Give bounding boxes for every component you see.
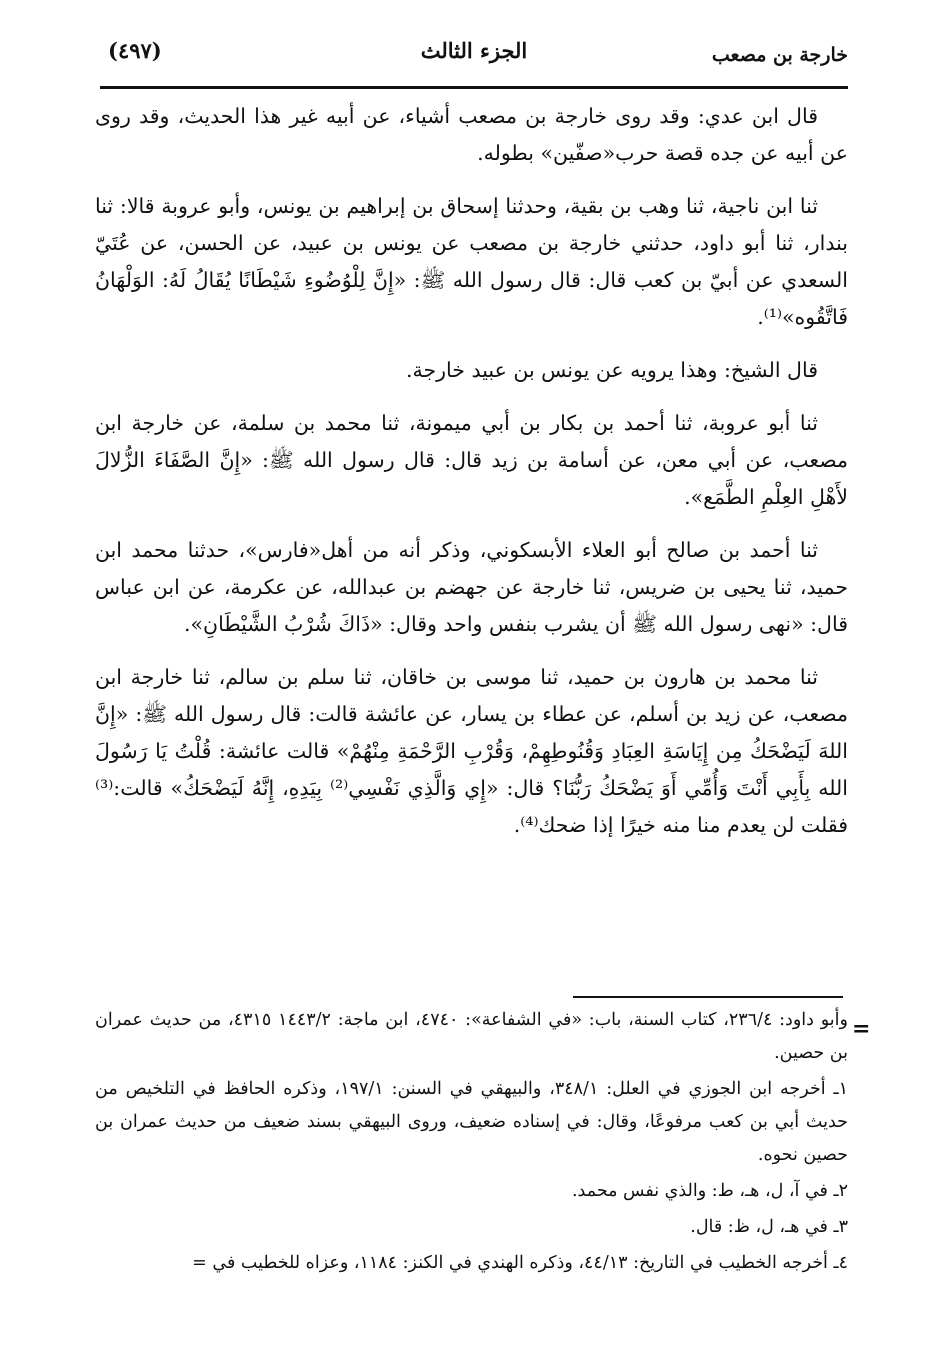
paragraph: قال الشيخ: وهذا يرويه عن يونس بن عبيد خارجة. [405,358,818,382]
footnote-continuation-mark: = [852,1016,871,1042]
footnote-divider [573,996,843,998]
paragraph: ثنا محمد بن هارون بن حميد، ثنا موسى بن خاقان، ثنا سلم بن سالم، ثنا خارجة ابن مصعب، عن زيد بن أسلم، عن عطاء بن يسار، عن عائشة قالت: قال رسول الله ﷺ: «إِنَّ اللهَ لَيَضْحَكُ مِن إِيَاسَةِ العِبَادِ وَقُنُوطِهِمْ، وَقُرْبِ الرَّحْمَةِ مِنْهُمْ» قالت عائشة: قُلْتُ يَا رَسُولَ الله بِأَبِي أَنْتَ وَأُمِّي أَوَ يَضْحَكُ رَبُّنَا؟ قال: «إِي وَالَّذِي نَفْسِي⁽²⁾ بِيَدِهِ، إِنَّهُ لَيَضْحَكُ» قالت:⁽³⁾ فقلت لن يعدم منا منه خيرًا إذا ضحك⁽⁴⁾. [95,665,848,837]
footnote: ١ـ أخرجه ابن الجوزي في العلل: ٣٤٨/١، والبيهقي في السنن: ١٩٧/١، وذكره الحافظ في التلخيص من حديث أبي بن كعب مرفوعًا، وقال: في إسناده ضعيف، وروى البيهقي بسند ضعيف من حديث عمران بن حصين نحوه. [95,1079,848,1165]
page-number: (٤٩٧) [108,38,162,63]
paragraph: ثنا أبو عروبة، ثنا أحمد بن بكار بن أبي ميمونة، ثنا محمد بن سلمة، عن خارجة ابن مصعب، عن أبي معن، عن أسامة بن زيد قال: قال رسول الله ﷺ: «إِنَّ الصَّفَاءَ الزُّلالَ لأَهْلِ العِلْمِ الطَّمَع». [95,411,848,509]
footnotes [95,1004,848,1283]
paragraph: قال ابن عدي: وقد روى خارجة بن مصعب أشياء، عن أبيه غير هذا الحديث، وقد روى عن أبيه عن جده قصة حرب«صفّين» بطوله. [95,104,848,165]
footnote: ٤ـ أخرجه الخطيب في التاريخ: ٤٤/١٣، وذكره الهندي في الكنز: ١١٨٤، وعزاه للخطيب في = [192,1253,848,1273]
footnote: وأبو داود: ٢٣٦/٤، كتاب السنة، باب: «في الشفاعة»: ٤٧٤٠، ابن ماجة: ١٤٤٣/٢ ٤٣١٥، من حديث عمران بن حصين. [95,1010,848,1063]
section-title: خارجة بن مصعب [711,44,848,66]
paragraph: ثنا أحمد بن صالح أبو العلاء الأبسكوني، وذكر أنه من أهل«فارس»، حدثنا محمد ابن حميد، ثنا يحيى بن ضريس، ثنا خارجة عن جهضم بن عبدالله، عن عكرمة، عن ابن عباس قال: «نهى رسول الله ﷺ أن يشرب بنفس واحد وقال: «ذَاكَ شُرْبُ الشَّيْطَانِ». [95,538,848,636]
main-text [95,98,848,860]
page-header [100,30,848,86]
volume-title: الجزء الثالث [420,38,528,63]
footnote: ٣ـ في هـ، ل، ظ: قال. [690,1217,848,1237]
paragraph: ثنا ابن ناجية، ثنا وهب بن بقية، وحدثنا إسحاق بن إبراهيم بن يونس، وأبو عروبة قالا: ثنا بندار، ثنا أبو داود، حدثني خارجة بن مصعب عن يونس بن عبيد، عن الحسن، عن عُتَيّ السعدي عن أبيّ بن كعب قال: قال رسول الله ﷺ: «إِنَّ لِلْوُضُوءِ شَيْطَانًا يُقَالُ لَهُ: الوَلْهَانُ فَاتَّقُوه»⁽¹⁾. [95,194,848,329]
header-divider [100,86,848,89]
footnote: ٢ـ في آ، ل، هـ، ط: والذي نفس محمد. [571,1181,848,1201]
